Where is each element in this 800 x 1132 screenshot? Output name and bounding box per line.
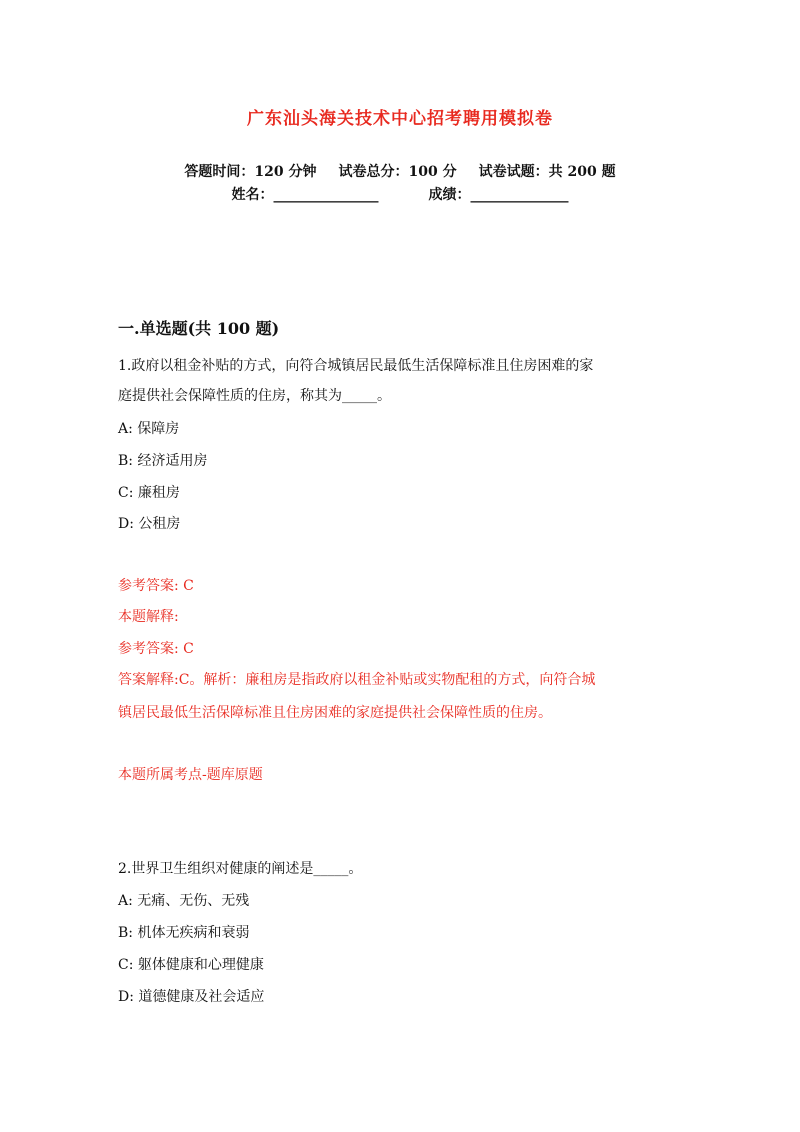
exam-time: 答题时间：120 分钟 bbox=[184, 164, 317, 180]
exam-total-questions: 试卷试题：共 200 题 bbox=[478, 164, 616, 180]
q1-option-c: C: 廉租房 bbox=[118, 485, 180, 501]
q1-source: 本题所属考点-题库原题 bbox=[118, 767, 263, 783]
q2-option-b: B: 机体无疾病和衰弱 bbox=[118, 925, 250, 941]
q1-stem-line-1: 1.政府以租金补贴的方式，向符合城镇居民最低生活保障标准且住房困难的家 bbox=[118, 358, 594, 374]
q2-option-a: A: 无痛、无伤、无残 bbox=[118, 893, 250, 909]
score-field: 成绩：______________ bbox=[428, 187, 569, 203]
exam-info-line-1 bbox=[0, 161, 800, 181]
q1-option-a: A: 保障房 bbox=[118, 421, 180, 437]
section-heading: 一.单选题(共 100 题) bbox=[118, 319, 280, 338]
name-field: 姓名：_______________ bbox=[231, 187, 379, 203]
exam-total-score: 试卷总分：100 分 bbox=[338, 164, 457, 180]
q2-option-d: D: 道德健康及社会适应 bbox=[118, 989, 265, 1005]
q1-explanation-label: 本题解释: bbox=[118, 609, 179, 625]
q1-analysis-line-2: 镇居民最低生活保障标准且住房困难的家庭提供社会保障性质的住房。 bbox=[118, 705, 552, 721]
q1-reference-answer-2: 参考答案: C bbox=[118, 641, 194, 657]
q1-option-d: D: 公租房 bbox=[118, 516, 181, 532]
exam-info-line-2 bbox=[0, 184, 800, 204]
q1-option-b: B: 经济适用房 bbox=[118, 453, 208, 469]
q1-reference-answer: 参考答案: C bbox=[118, 578, 194, 594]
q2-stem: 2.世界卫生组织对健康的阐述是_____。 bbox=[118, 861, 363, 877]
q1-analysis-line-1: 答案解释:C。解析：廉租房是指政府以租金补贴或实物配租的方式，向符合城 bbox=[118, 672, 596, 688]
q2-option-c: C: 躯体健康和心理健康 bbox=[118, 957, 264, 973]
q1-stem-line-2: 庭提供社会保障性质的住房，称其为_____。 bbox=[118, 388, 391, 404]
exam-title: 广东汕头海关技术中心招考聘用模拟卷 bbox=[247, 109, 553, 129]
